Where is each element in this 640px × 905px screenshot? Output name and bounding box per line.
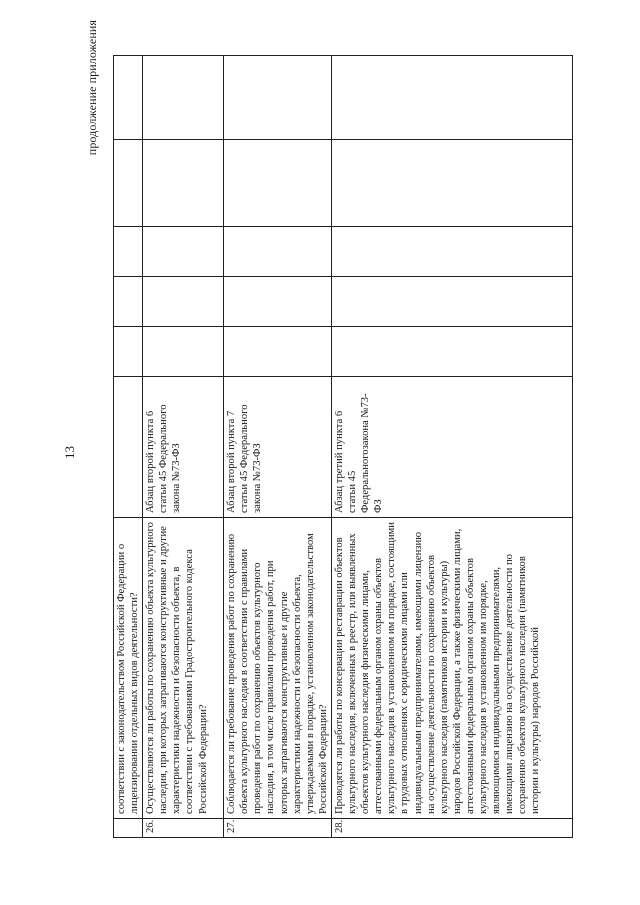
legal-reference-cell	[114, 377, 143, 518]
row-number-cell: 28.	[331, 819, 572, 838]
note-cell	[143, 56, 224, 140]
note-cell	[224, 56, 332, 140]
answer-yes-cell	[143, 327, 224, 377]
question-cell: Проводятся ли работы по консервации реставрации объектов культурного наследия, включенных в реестр, или выявленных объектов культурного наследия физическими лицами, аттестованными федеральным органом охраны объектов культурного наследия в установленном им порядке, состоящими в трудовых отношениях с юридическими лицами или индивидуальными предпринимателями, имеющими лицензию на осуществление деятельности по сохранению объектов культурного наследия (памятников истории и культуры) народов Российской Федерации, а также физическими лицами, аттестованными федеральным органом охраны объектов культурного наследия в установленном им порядке, являющимися индивидуальными предпринимателями, имеющими лицензию на осуществление деятельности по сохранению объектов культурного наследия (памятников истории и культуры) народов Российской	[331, 518, 572, 819]
note-cell	[331, 56, 572, 140]
answer-yes-cell	[331, 327, 572, 377]
legal-reference-cell: Абзац второй пункта 7 статьи 45 Федерального закона №73-ФЗ	[224, 377, 332, 518]
question-cell: Осуществляются ли работы по сохранению объекта культурного наследия, при которых затрагиваются конструктивные и другие характеристики надежности и безопасности объекта, в соответствии с требованиями Градостроительного кодекса Российской Федерации?	[143, 518, 224, 819]
table-row	[114, 56, 143, 838]
table-row	[224, 56, 332, 838]
continuation-label: продолжение приложения	[85, 20, 99, 156]
answer-extra-cell	[143, 140, 224, 227]
question-cell: соответствии с законодательством Российской Федерации о лицензировании отдельных видов деятельности?	[114, 518, 143, 819]
answer-no-cell	[331, 277, 572, 327]
answer-no-cell	[143, 277, 224, 327]
row-number-cell	[114, 819, 143, 838]
answer-extra-cell	[114, 140, 143, 227]
legal-reference-cell: Абзац второй пункта 6 статьи 45 Федерального закона №73-ФЗ	[143, 377, 224, 518]
answer-yes-cell	[224, 327, 332, 377]
table-row	[143, 56, 224, 838]
answer-na-cell	[143, 227, 224, 277]
answer-extra-cell	[331, 140, 572, 227]
question-cell: Соблюдается ли требование проведения работ по сохранению объекта культурного наследия в соответствии с правилами проведения работ по сохранению объектов культурного наследия, в том числе правилами проведения работ, при которых затрагиваются конструктивные и другие характеристики надежности и безопасности объекта, утверждаемыми в порядке, установленном законодательством Российской Федерации?	[224, 518, 332, 819]
answer-na-cell	[114, 227, 143, 277]
row-number-cell: 26.	[143, 819, 224, 838]
page-number: 13	[62, 446, 77, 459]
answer-no-cell	[114, 277, 143, 327]
row-number-cell: 27.	[224, 819, 332, 838]
answer-extra-cell	[224, 140, 332, 227]
legal-reference-cell: Абзац третий пункта 6 статьи 45 Федеральногозакона №73-ФЗ	[331, 377, 572, 518]
table-row	[331, 56, 572, 838]
answer-no-cell	[224, 277, 332, 327]
answer-na-cell	[224, 227, 332, 277]
note-cell	[114, 56, 143, 140]
answer-na-cell	[331, 227, 572, 277]
answer-yes-cell	[114, 327, 143, 377]
checklist-table	[113, 55, 573, 838]
